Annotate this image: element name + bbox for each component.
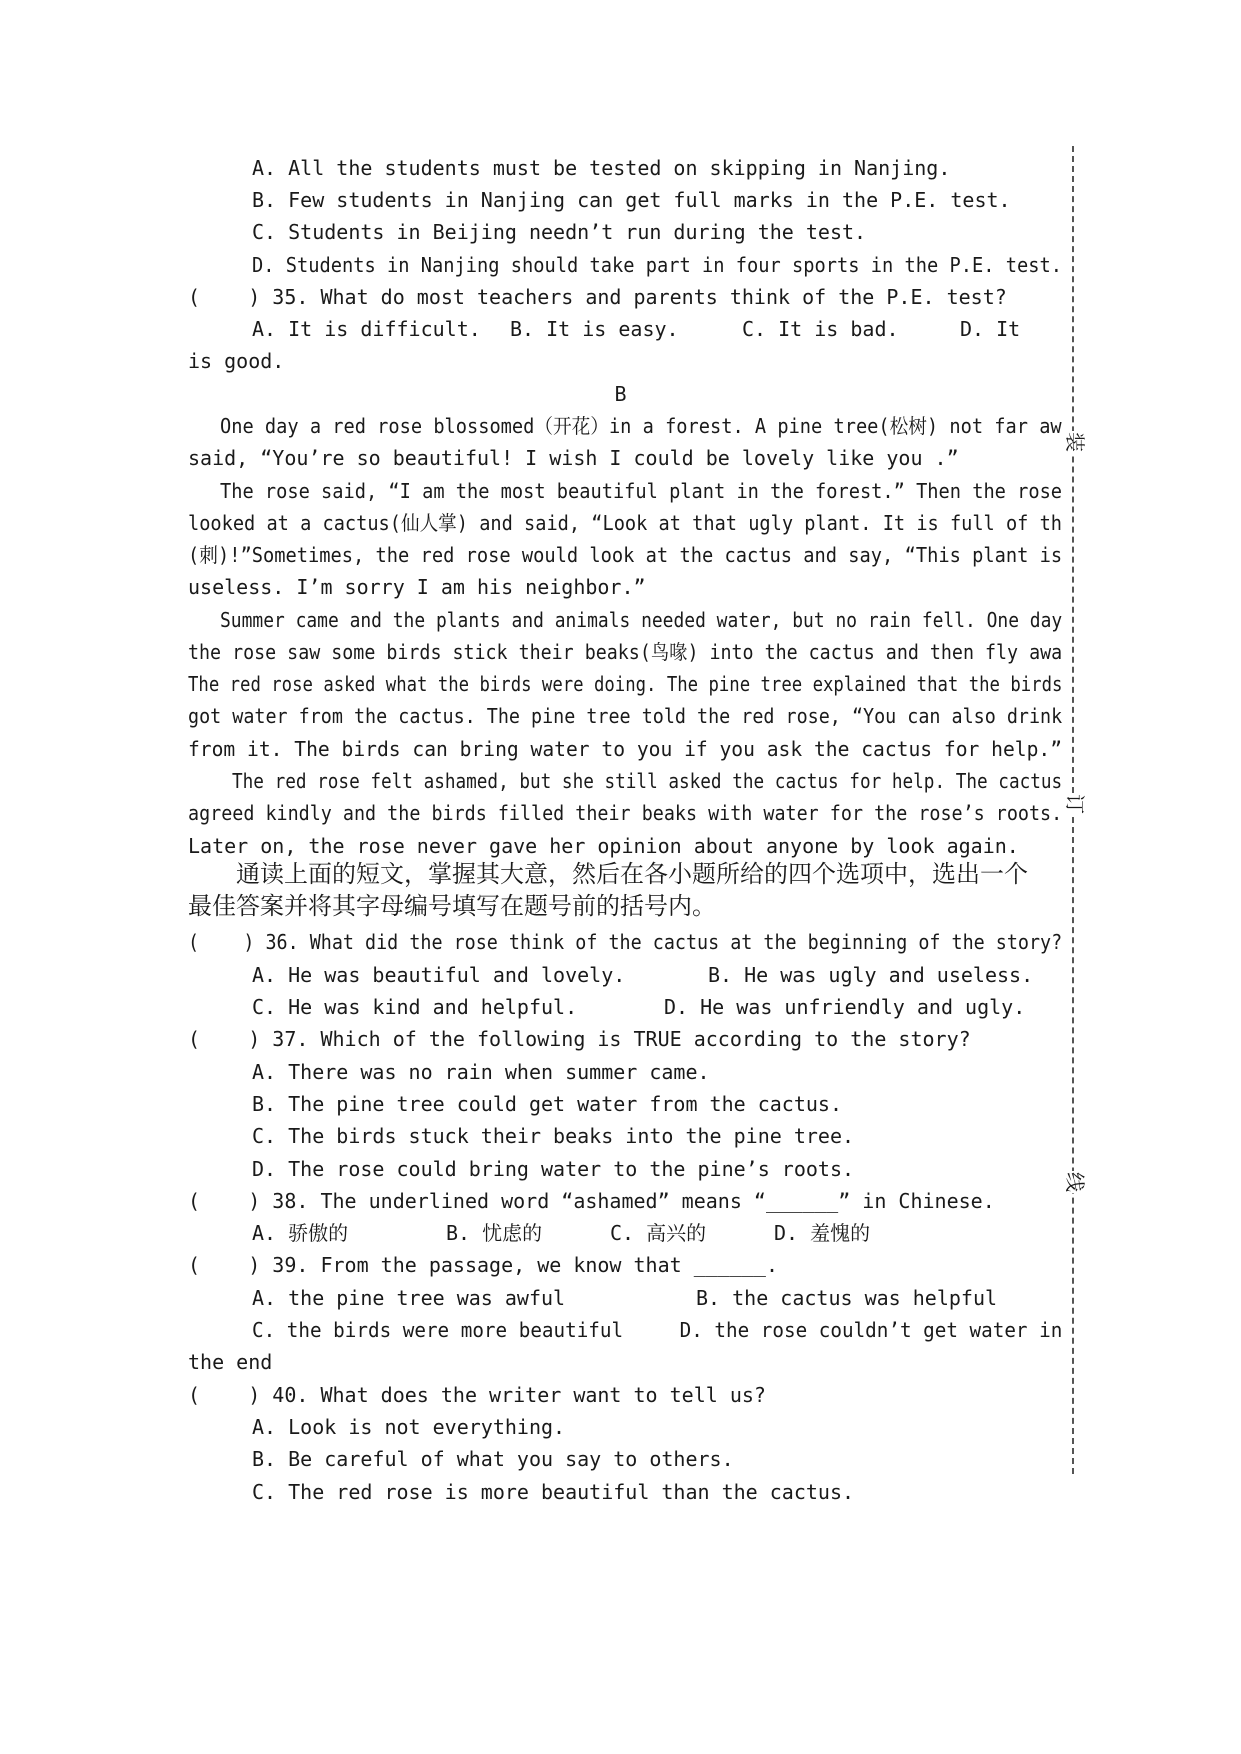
passage-line: from it. The birds can bring water to you if you ask the cactus for help.” <box>188 737 1063 761</box>
q35-option-d: D. It <box>960 317 1021 341</box>
binding-mark: 线 <box>1063 1172 1087 1192</box>
q39-stem: ( ) 39. From the passage, we know that ______. <box>188 1253 779 1277</box>
q37-option-a: A. There was no rain when summer came. <box>252 1060 710 1084</box>
q39-option-wrap: the end <box>188 1350 273 1374</box>
q36-options-row1 <box>252 961 1033 989</box>
passage-line: got water from the cactus. The pine tree told the red rose, “You can also drink <box>188 704 1063 728</box>
q34-option-a: A. All the students must be tested on skipping in Nanjing. <box>252 156 951 180</box>
q36-options-row2 <box>252 993 1025 1021</box>
q40-option-c: C. The red rose is more beautiful than the cactus. <box>252 1480 855 1504</box>
passage-line: Later on, the rose never gave her opinion about anyone by look again. <box>188 834 1019 858</box>
q34-option-d: D. Students in Nanjing should take part in four sports in the P.E. test. <box>252 253 1062 277</box>
q38-option-c: C. 高兴的 <box>610 1221 707 1245</box>
q38-options <box>252 1219 870 1247</box>
q36-option-b: B. He was ugly and useless. <box>708 963 1034 987</box>
passage-line: One day a red rose blossomed（开花）in a forest. A pine tree(松树) not far aw <box>220 414 1062 438</box>
q35-option-a: A. It is difficult. <box>252 317 481 341</box>
q37-option-b: B. The pine tree could get water from the cactus. <box>252 1092 843 1116</box>
passage-line: The red rose felt ashamed, but she still asked the cactus for help. The cactus <box>232 769 1063 793</box>
q39-options-row2 <box>252 1316 1062 1344</box>
passage-line: The rose said, “I am the most beautiful plant in the forest.” Then the rose <box>220 479 1063 503</box>
q34-option-c: C. Students in Beijing needn’t run during the test. <box>252 220 867 244</box>
instructions-line: 最佳答案并将其字母编号填写在题号前的括号内。 <box>188 892 716 920</box>
q35-stem: ( ) 35. What do most teachers and parents think of the P.E. test? <box>188 285 1007 309</box>
q40-option-b: B. Be careful of what you say to others. <box>252 1447 734 1471</box>
q38-option-a: A. 骄傲的 <box>252 1221 349 1245</box>
passage-line: Summer came and the plants and animals needed water, but no rain fell. One day <box>220 608 1063 632</box>
binding-mark: 装 <box>1063 432 1087 452</box>
q39-option-a: A. the pine tree was awful <box>252 1286 566 1310</box>
q39-option-b: B. the cactus was helpful <box>696 1286 998 1310</box>
instructions-line: 通读上面的短文，掌握其大意，然后在各小题所给的四个选项中，选出一个 <box>236 860 1028 888</box>
q36-stem: ( ) 36. What did the rose think of the cactus at the beginning of the story? <box>188 930 1063 954</box>
q34-option-b: B. Few students in Nanjing can get full marks in the P.E. test. <box>252 188 1011 212</box>
q35-option-b: B. It is easy. <box>510 317 679 341</box>
q39-options-row1 <box>252 1284 997 1312</box>
passage-line: The red rose asked what the birds were doing. The pine tree explained that the birds <box>188 672 1063 696</box>
q36-option-a: A. He was beautiful and lovely. <box>252 963 626 987</box>
q40-stem: ( ) 40. What does the writer want to tell us? <box>188 1383 766 1407</box>
q39-option-c: C. the birds were more beautiful <box>252 1318 624 1342</box>
q36-option-c: C. He was kind and helpful. <box>252 995 578 1019</box>
q38-option-d: D. 羞愧的 <box>774 1221 871 1245</box>
binding-mark: 订 <box>1063 794 1087 814</box>
q37-option-c: C. The birds stuck their beaks into the pine tree. <box>252 1124 855 1148</box>
passage-line: looked at a cactus(仙人掌) and said, “Look at that ugly plant. It is full of th <box>188 511 1063 535</box>
q37-stem: ( ) 37. Which of the following is TRUE according to the story? <box>188 1027 971 1051</box>
q37-option-d: D. The rose could bring water to the pine’s roots. <box>252 1157 855 1181</box>
passage-line: said, “You’re so beautiful! I wish I could be lovely like you .” <box>188 446 959 470</box>
section-label: B <box>614 382 627 406</box>
q40-option-a: A. Look is not everything. <box>252 1415 566 1439</box>
q35-option-wrap: is good. <box>188 349 285 373</box>
q39-option-d: D. the rose couldn’t get water in <box>679 1318 1063 1342</box>
passage-line: useless. I’m sorry I am his neighbor.” <box>188 575 646 599</box>
passage-line: agreed kindly and the birds filled their beaks with water for the rose’s roots. <box>188 801 1063 825</box>
q38-option-b: B. 忧虑的 <box>446 1221 543 1245</box>
q35-options <box>252 315 1020 343</box>
passage-line: (刺)!”Sometimes, the red rose would look at the cactus and say, “This plant is <box>188 543 1063 567</box>
q36-option-d: D. He was unfriendly and ugly. <box>664 995 1026 1019</box>
passage-line: the rose saw some birds stick their beaks(鸟喙) into the cactus and then fly awa <box>188 640 1063 664</box>
q35-option-c: C. It is bad. <box>742 317 899 341</box>
q38-stem: ( ) 38. The underlined word “ashamed” means “______” in Chinese. <box>188 1189 995 1213</box>
